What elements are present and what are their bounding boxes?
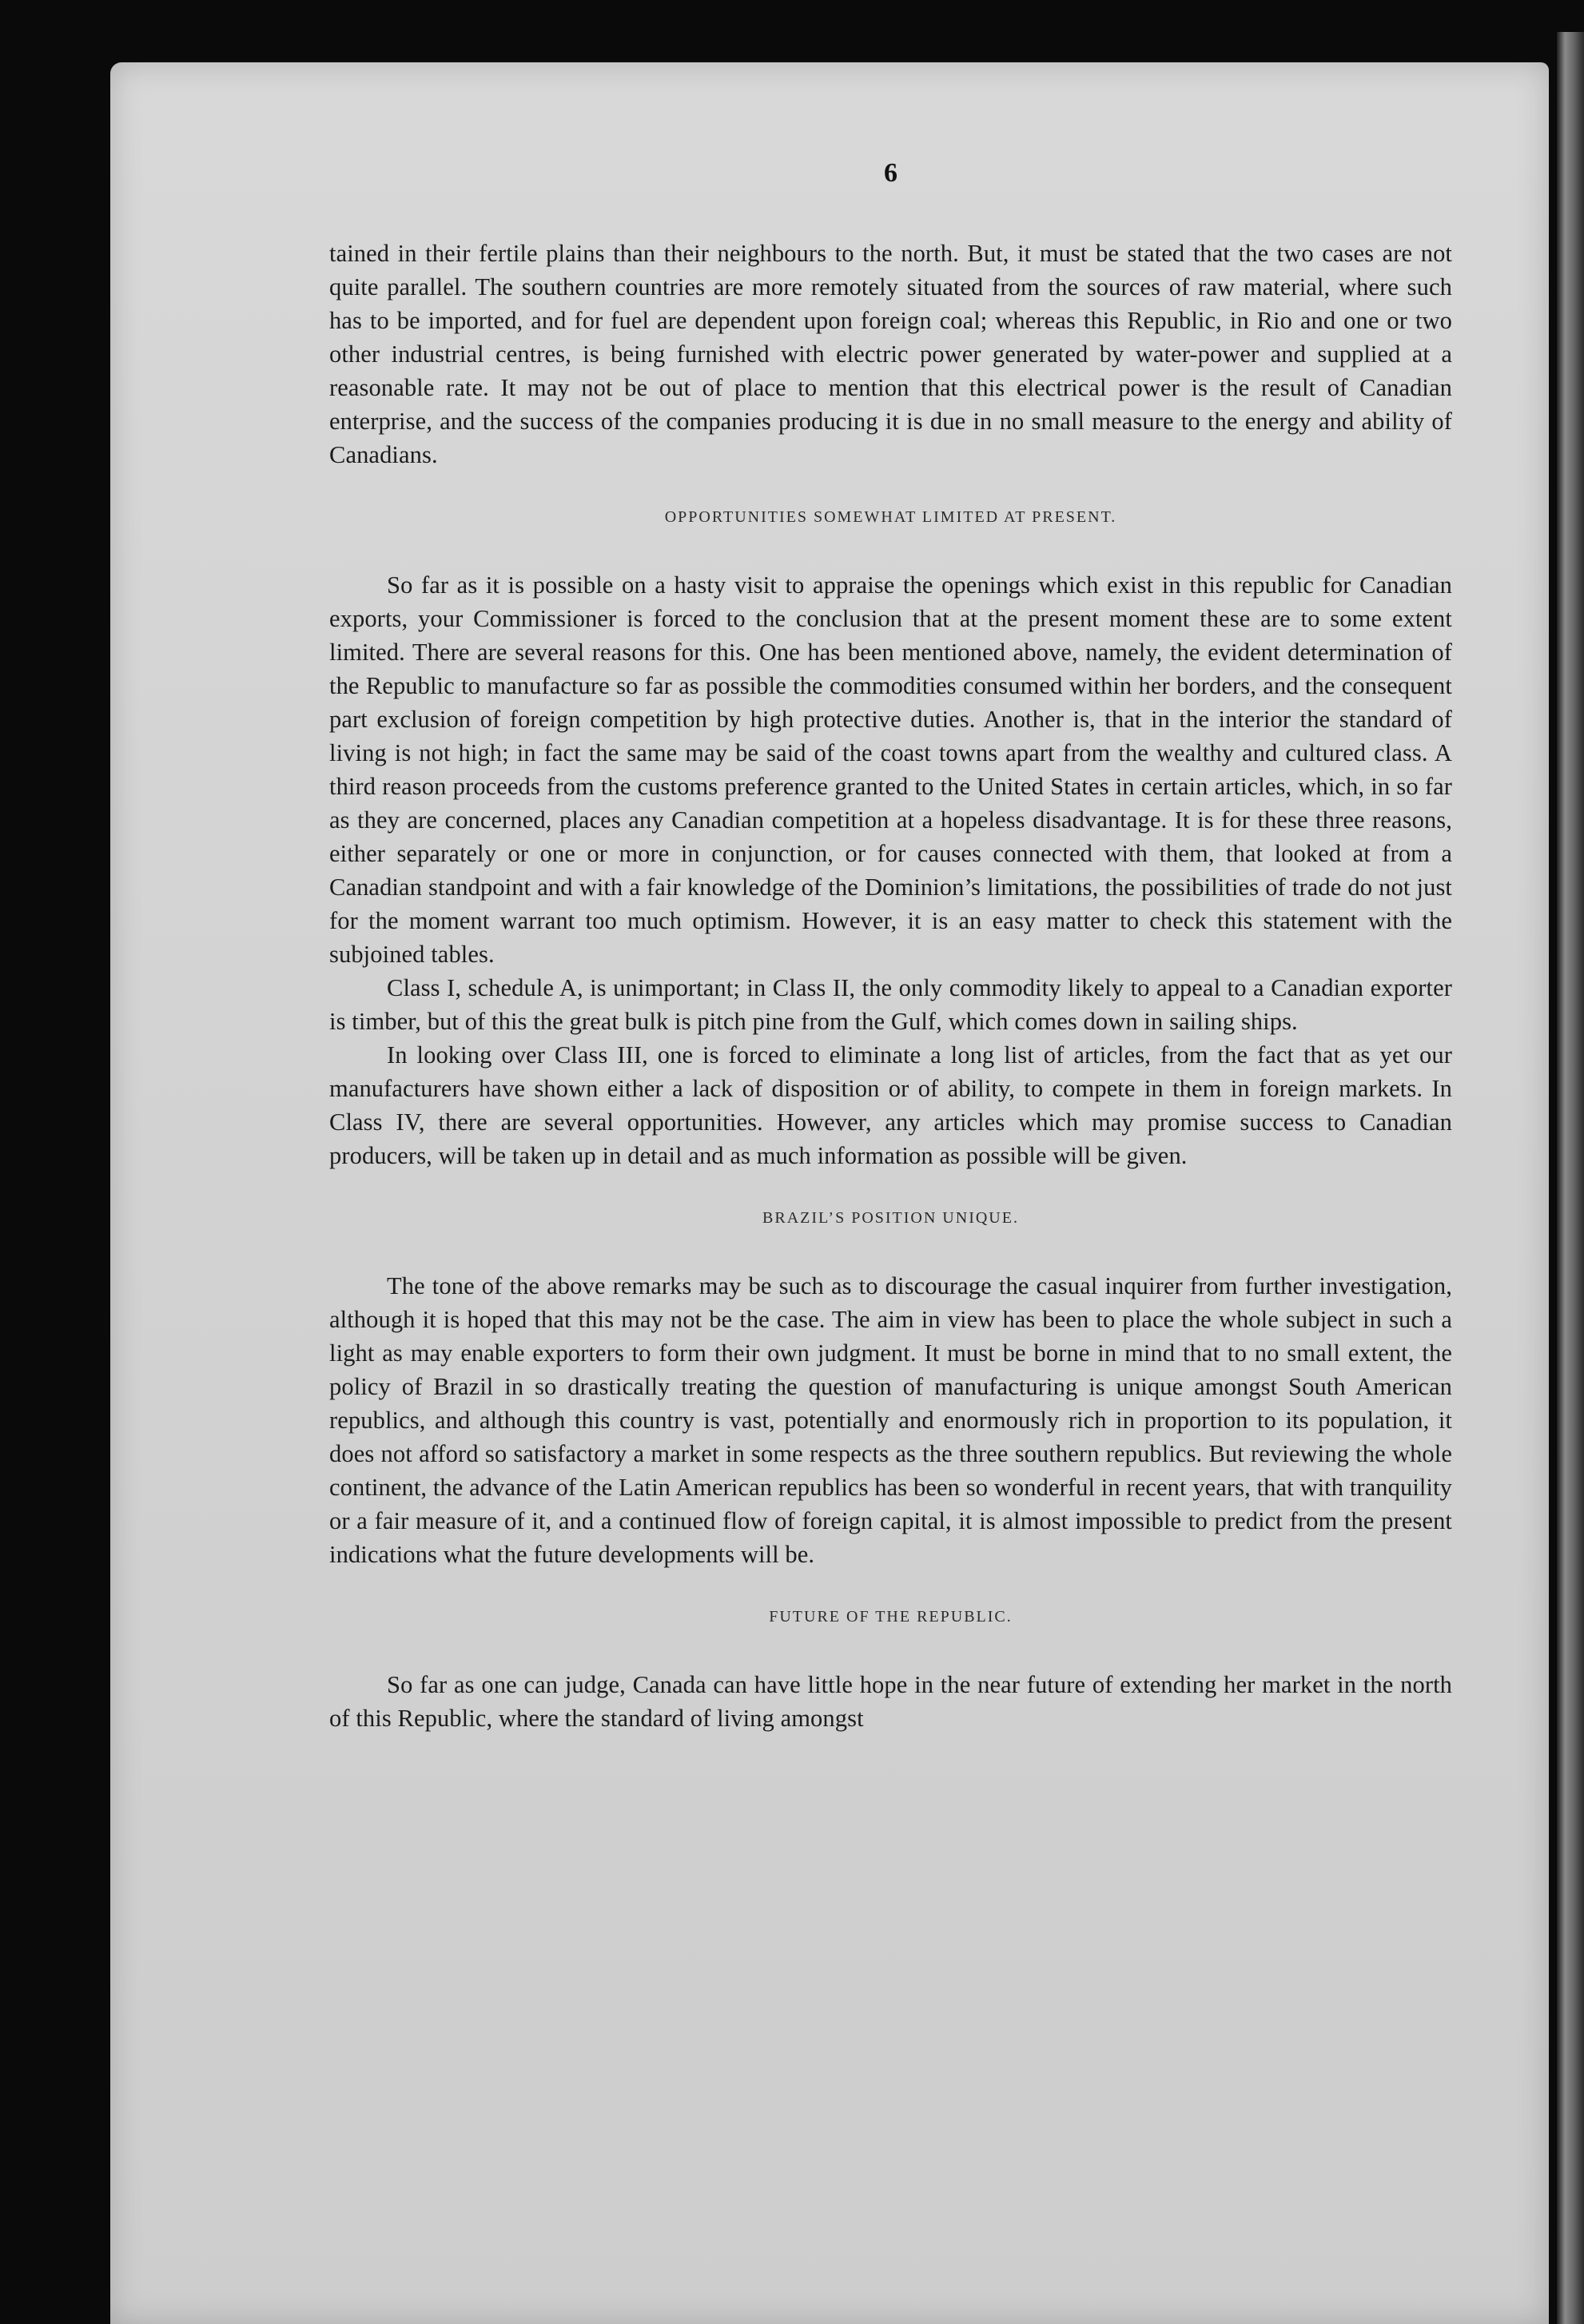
body-paragraph: tained in their fertile plains than their neighbours to the north. But, it must be stated that the two cases are not quite parallel. The southern countries are more remotely situated from the sources of raw material, where such has to be imported, and for fuel are dependent upon foreign coal; whereas this Republic, in Rio and one or two other industrial centres, is being furnished with electric power generated by water-power and supplied at a reasonable rate. It may not be out of place to mention that this electrical power is the result of Canadian enterprise, and the success of the companies producing it is due in no small measure to the energy and ability of Canadians. — [329, 240, 1452, 468]
section-heading-brazil-position: BRAZIL’S POSITION UNIQUE. — [762, 1209, 1019, 1227]
section-heading-future: FUTURE OF THE REPUBLIC. — [769, 1608, 1013, 1626]
body-paragraph: The tone of the above remarks may be such as to discourage the casual inquirer from further investigation, although it is hoped that this may not be the case. The aim in view has been to place the whole subject in such a light as may enable exporters to form their own judgment. It must be borne in mind that to no small extent, the policy of Brazil in so drastically treating the question of manufacturing is unique amongst South American republics, and although this country is vast, potentially and enormously rich in proportion to its population, it does not afford so satisfactory a market in some respects as the three southern republics. But reviewing the whole continent, the advance of the Latin American republics has been so wonderful in recent years, that with tranquility or a fair measure of it, and a continued flow of foreign capital, it is almost impossible to predict from the present indications what the future developments will be. — [329, 1272, 1452, 1568]
adjacent-page-edge — [1557, 32, 1584, 2324]
page-number: 6 — [884, 158, 897, 188]
page-content — [329, 158, 1452, 1735]
body-paragraph: In looking over Class III, one is forced to eliminate a long list of articles, from the fact that as yet our manufacturers have shown either a lack of disposition or of ability, to compete in them in foreign markets. In Class IV, there are several opportunities. However, any articles which may promise success to Canadian producers, will be taken up in detail and as much information as possible will be given. — [329, 1041, 1452, 1169]
body-paragraph: So far as it is possible on a hasty visit to appraise the openings which exist in this republic for Canadian exports, your Commissioner is forced to the conclusion that at the present moment these are to some extent limited. There are several reasons for this. One has been mentioned above, namely, the evident determination of the Republic to manufacture so far as possible the commodities consumed within her borders, and the consequent part exclusion of foreign competition by high protective duties. Another is, that in the interior the standard of living is not high; in fact the same may be said of the coast towns apart from the wealthy and cultured class. A third reason proceeds from the customs preference granted to the United States in certain articles, which, in so far as they are concerned, places any Canadian competition at a hopeless disadvantage. It is for these three reasons, either separately or one or more in conjunction, or for causes connected with them, that looked at from a Canadian standpoint and with a fair knowledge of the Dominion’s limitations, the possibilities of trade do not just for the moment warrant too much optimism. However, it is an easy matter to check this statement with the subjoined tables. — [329, 571, 1452, 968]
body-paragraph: Class I, schedule A, is unimportant; in Class II, the only commodity likely to appeal to a Canadian exporter is timber, but of this the great bulk is pitch pine from the Gulf, which comes down in sailing ships. — [329, 974, 1452, 1035]
body-paragraph: So far as one can judge, Canada can have little hope in the near future of extending her market in the north of this Republic, where the standard of living amongst — [329, 1671, 1452, 1732]
section-heading-opportunities: OPPORTUNITIES SOMEWHAT LIMITED AT PRESENT. — [664, 508, 1117, 526]
